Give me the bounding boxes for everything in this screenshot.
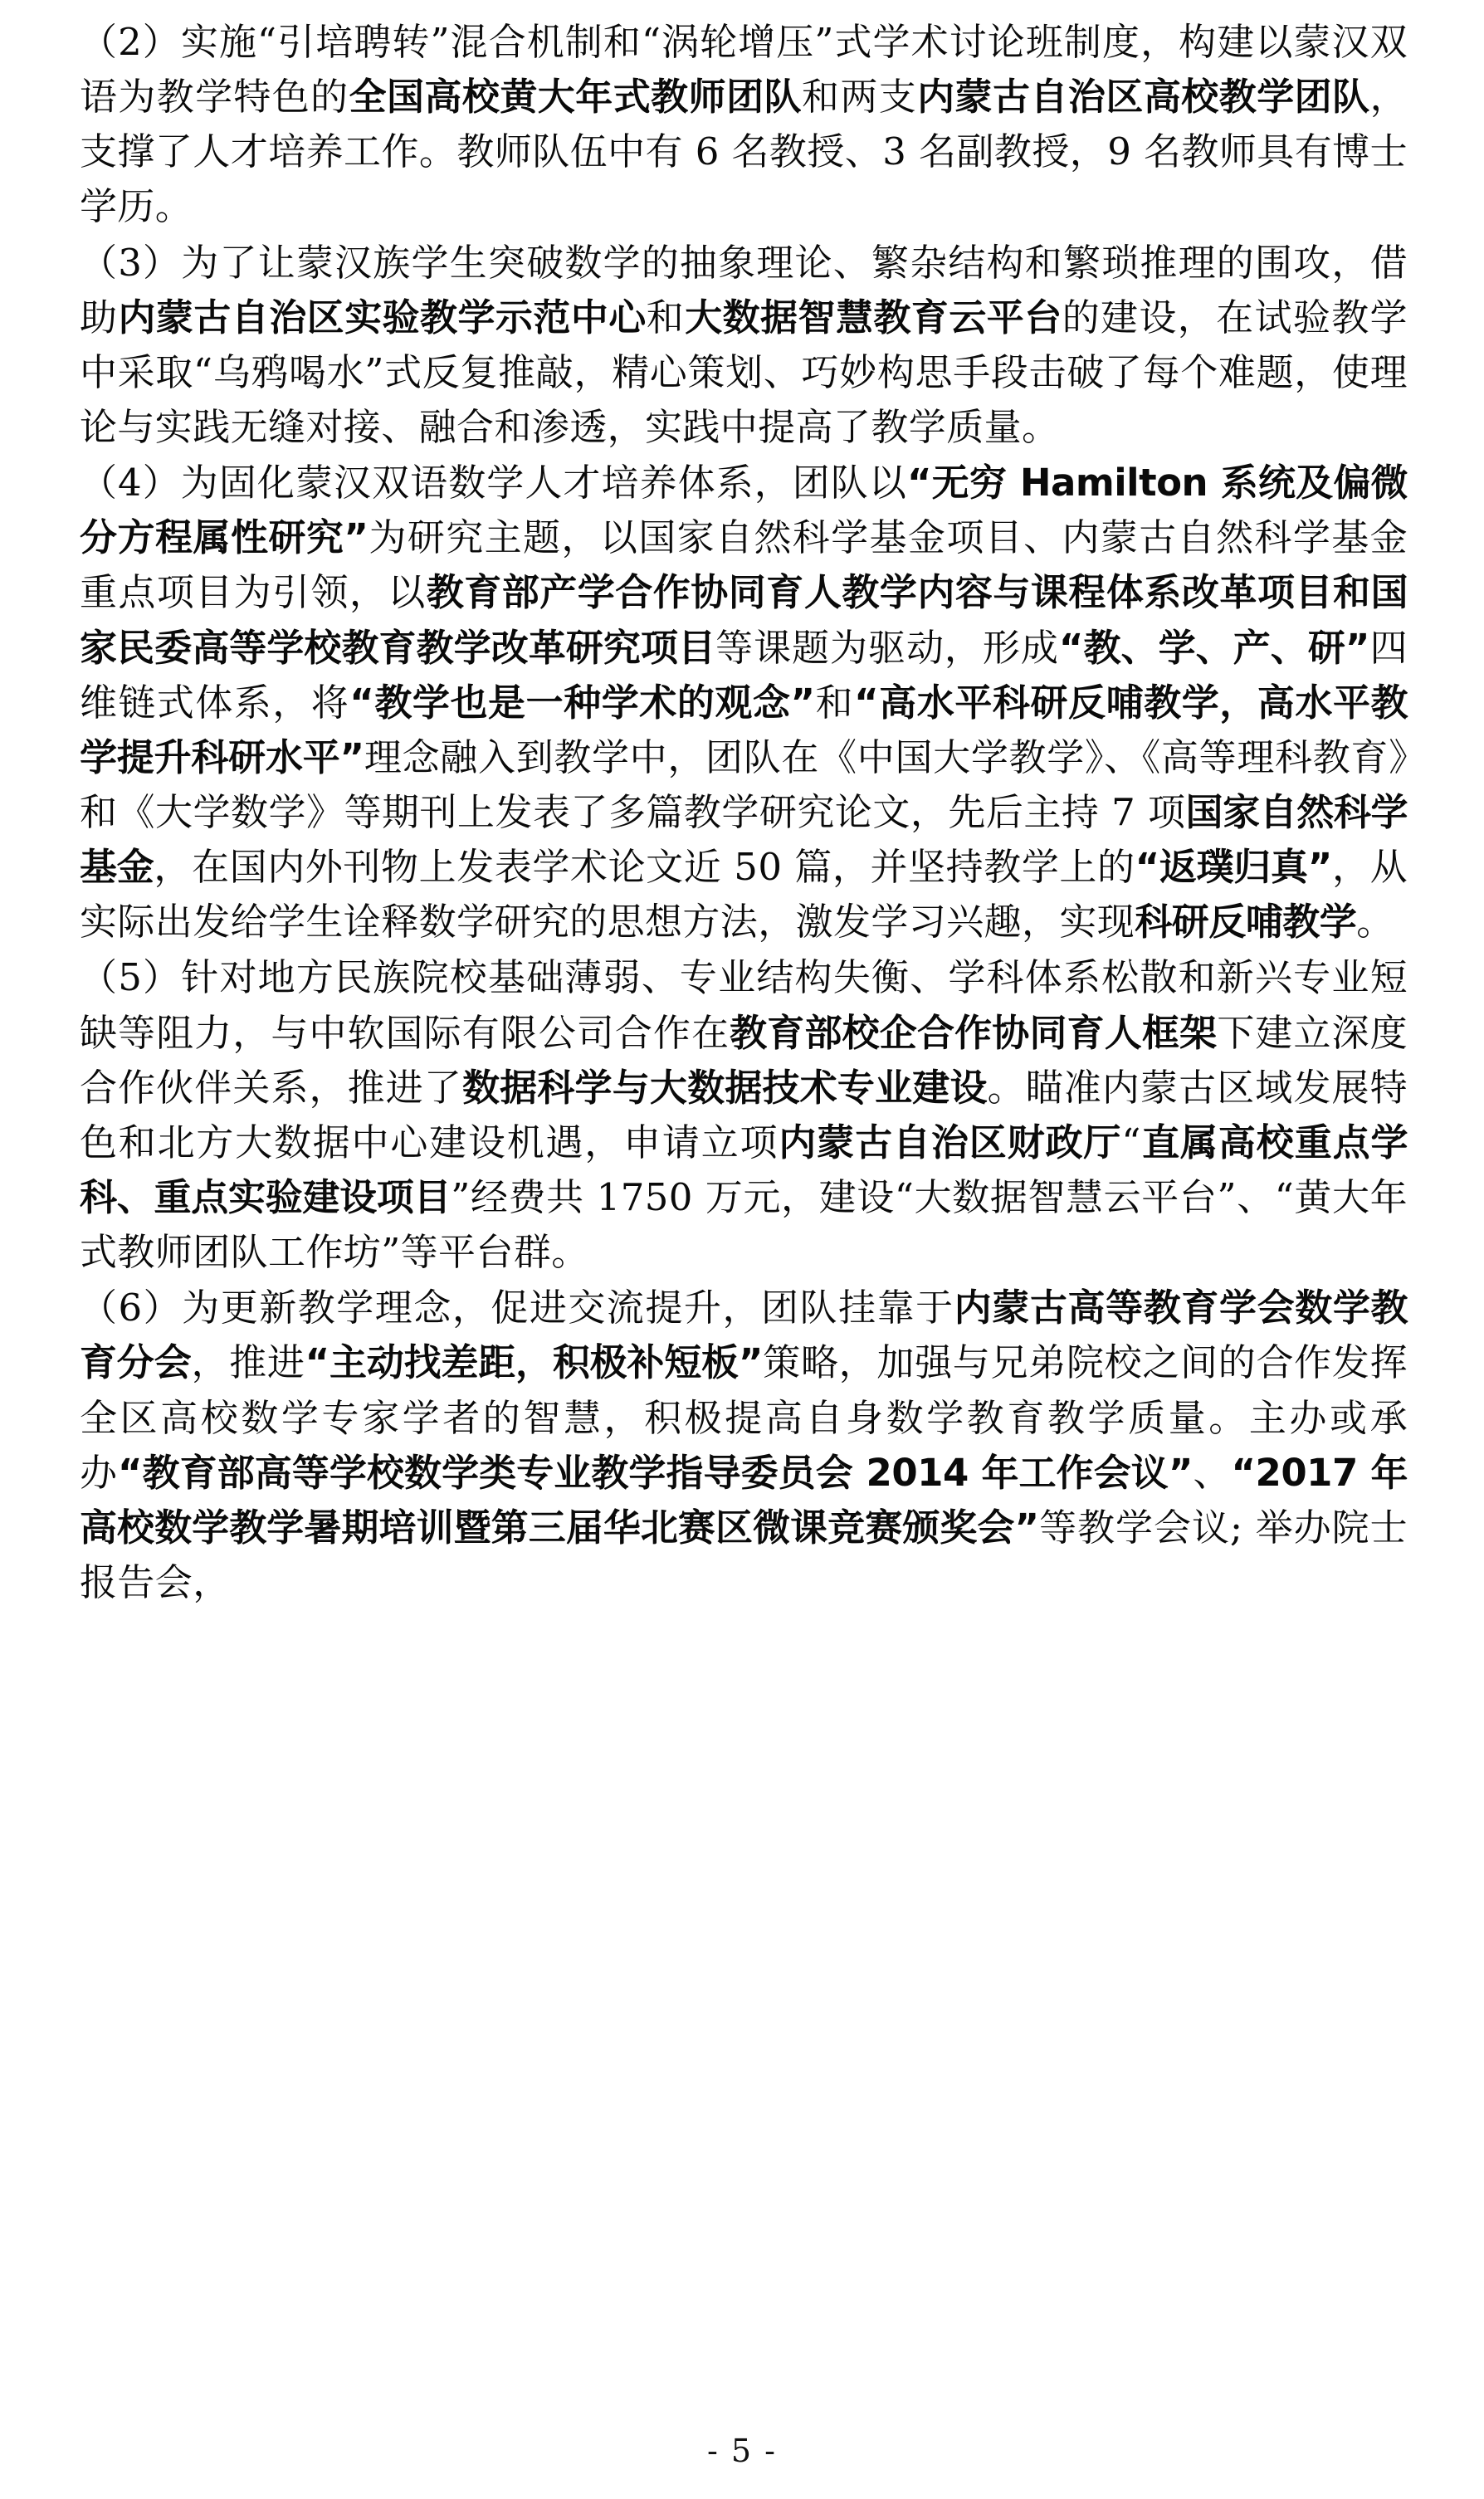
body-text: ，推进: [191, 1340, 305, 1385]
body-text: “: [1121, 1120, 1141, 1164]
emphasis-text: “主动找差距，积极补短板”: [305, 1340, 763, 1385]
paragraph-2: [80, 15, 1408, 235]
body-text: 和: [646, 295, 686, 339]
body-text: ”经费共 1750 万元，建设“大数据智慧云平台”、“黄大年式教师团队工作坊”等平台群。: [80, 1174, 1408, 1275]
body-text: 。瞄准内蒙古区域发展特色和北方大数据中心建设机遇，申请立项: [80, 1065, 1408, 1164]
paragraph-4: [80, 456, 1408, 949]
emphasis-text: 大数据智慧教育云平台: [685, 295, 1062, 339]
emphasis-text: 全国高校黄大年式教师团队: [349, 75, 803, 120]
emphasis-text: 教育部产学合作协同育人教学内容与课程体系改革项目和国家民委高等学校教育教学改革研究项目: [80, 570, 1408, 670]
emphasis-text: 内蒙古高等教育学会数学教育分会: [80, 1286, 1408, 1385]
body-text: （4）为固化蒙汉双语数学人才培养体系，团队以: [80, 461, 907, 505]
emphasis-text: “高水平科研反哺教学，高水平教学提升科研水平”: [80, 680, 1408, 779]
emphasis-text: 内蒙古自治区财政厅: [779, 1120, 1122, 1164]
emphasis-text: “教育部高等学校数学类专业教学指导委员会 2014 年工作会议”: [117, 1450, 1193, 1495]
paragraph-5: [80, 950, 1408, 1280]
body-text: 为研究主题，以国家自然科学基金项目、内蒙古自然科学基金重点项目为引领，以: [80, 515, 1408, 615]
body-text: 理念融入到教学中，团队在《中国大学教学》、《高等理科教育》和《大学数学》等期刊上发表了多篇教学研究论文，先后主持 7 项: [80, 735, 1408, 834]
body-text: 、: [1192, 1450, 1232, 1495]
page-number: - 5 -: [706, 2433, 777, 2469]
emphasis-text: 教育部校企合作协同育人框架: [730, 1010, 1218, 1055]
paragraph-3: [80, 236, 1408, 456]
emphasis-text: 内蒙古自治区实验教学示范中心: [118, 295, 647, 339]
document-body: [80, 15, 1408, 1610]
emphasis-text: 直属高校重点学科、重点实验建设项目: [80, 1120, 1408, 1219]
emphasis-text: “无穷 Hamilton 系统及偏微分方程属性研究”: [80, 461, 1408, 560]
body-text: 的建设，在试验教学中采取“乌鸦喝水”式反复推敲，精心策划、巧妙构思手段击破了每个难题，使理论与实践无缝对接、融合和渗透，实践中提高了教学质量。: [80, 295, 1408, 449]
body-text: ，在国内外刊物上发表学术论文近 50 篇，并坚持教学上的: [154, 845, 1135, 890]
body-text: 等教学会议; 举办院士报告会，: [80, 1505, 1408, 1604]
emphasis-text: “教学也是一种学术的观念”: [349, 680, 815, 725]
emphasis-text: “返璞归真”: [1135, 845, 1332, 890]
body-text: ，支撑了人才培养工作。教师队伍中有 6 名教授、3 名副教授，9 名教师具有博士学历。: [80, 75, 1408, 229]
body-text: （5）针对地方民族院校基础薄弱、专业结构失衡、学科体系松散和新兴专业短缺等阻力，与中软国际有限公司合作在: [80, 955, 1408, 1055]
emphasis-text: “2017 年高校数学教学暑期培训暨第三届华北赛区微课竞赛颁奖会”: [80, 1450, 1408, 1550]
body-text: 。: [1356, 900, 1394, 944]
paragraph-6: [80, 1281, 1408, 1610]
emphasis-text: 科研反哺教学: [1135, 900, 1357, 944]
body-text: 下建立深度合作伙伴关系，推进了: [80, 1010, 1408, 1110]
body-text: 等课题为驱动，形成: [715, 625, 1059, 670]
emphasis-text: 数据科学与大数据技术专业建设: [461, 1065, 988, 1110]
body-text: （6）为更新教学理念，促进交流提升，团队挂靠于: [80, 1286, 954, 1330]
body-text: 策略，加强与兄弟院校之间的合作发挥全区高校数学专家学者的智慧，积极提高自身数学教育教学质量。主办或承办: [80, 1340, 1408, 1495]
body-text: （2）实施“引培聘转”混合机制和“涡轮增压”式学术讨论班制度，构建以蒙汉双语为教学特色的: [80, 20, 1408, 120]
body-text: 和两支: [802, 75, 918, 120]
emphasis-text: 内蒙古自治区高校教学团队: [917, 75, 1370, 120]
emphasis-text: “教、学、产、研”: [1058, 625, 1370, 670]
body-text: （3）为了让蒙汉族学生突破数学的抽象理论、繁杂结构和繁琐推理的围攻，借助: [80, 240, 1408, 339]
body-text: 和: [814, 680, 855, 725]
body-text: ，从实际出发给学生诠释数学研究的思想方法，激发学习兴趣，实现: [80, 845, 1408, 944]
body-text: 四维链式体系，将: [80, 625, 1408, 725]
emphasis-text: 国家自然科学基金: [80, 789, 1408, 890]
